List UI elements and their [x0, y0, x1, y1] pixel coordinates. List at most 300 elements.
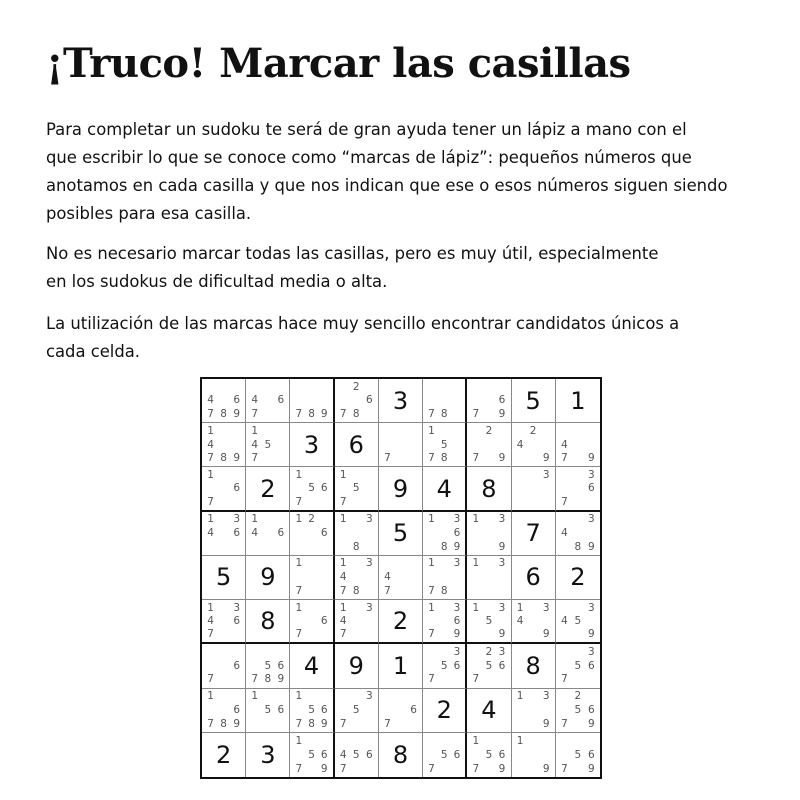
sudoku-cell[interactable]: [379, 379, 423, 423]
pencil-mark: 1: [207, 601, 214, 614]
sudoku-cell[interactable]: [290, 556, 334, 600]
pencil-mark: [482, 628, 495, 641]
pencil-mark: 7: [561, 673, 568, 686]
pencil-mark: [451, 571, 464, 585]
pencil-mark: 6: [498, 748, 506, 761]
pencil-mark: [350, 394, 363, 408]
cell-value: 9: [348, 651, 364, 680]
sudoku-cell[interactable]: [556, 423, 600, 467]
pencil-marks: [204, 380, 243, 421]
sudoku-cell[interactable]: [246, 379, 290, 423]
pencil-mark: 7: [295, 584, 303, 597]
pencil-mark: [558, 748, 571, 762]
sudoku-cell[interactable]: [467, 689, 511, 733]
pencil-mark: [248, 540, 261, 554]
sudoku-cell[interactable]: [379, 467, 423, 511]
pencil-mark: [248, 717, 261, 731]
sudoku-cell[interactable]: [246, 423, 290, 467]
pencil-mark: 7: [295, 717, 303, 730]
pencil-mark: [482, 526, 495, 540]
cell-value: 6: [525, 563, 541, 592]
pencil-mark: 7: [561, 717, 568, 730]
pencil-mark: [469, 394, 482, 408]
pencil-mark: [558, 659, 571, 673]
pencil-mark: [350, 762, 363, 776]
pencil-mark: [558, 601, 571, 614]
pencil-mark: [305, 734, 318, 748]
sudoku-cell[interactable]: [556, 644, 600, 688]
pencil-mark: 3: [365, 601, 373, 614]
pencil-mark: 9: [542, 452, 550, 465]
pencil-mark: 5: [485, 659, 493, 672]
pencil-mark: [318, 394, 331, 408]
pencil-mark: 9: [453, 628, 461, 641]
pencil-marks: [425, 557, 463, 598]
pencil-mark: 6: [233, 659, 241, 672]
sudoku-cell[interactable]: [512, 423, 556, 467]
cell-value: 2: [570, 563, 586, 592]
pencil-mark: 2: [529, 424, 537, 437]
pencil-mark: [514, 495, 527, 508]
pencil-mark: [540, 748, 553, 762]
pencil-mark: [261, 513, 274, 527]
sudoku-cell[interactable]: [379, 644, 423, 688]
pencil-mark: [350, 526, 363, 540]
pencil-mark: [318, 495, 331, 508]
pencil-mark: [381, 424, 394, 438]
pencil-mark: 6: [587, 703, 595, 716]
pencil-mark: 7: [295, 408, 303, 421]
pencil-mark: [230, 495, 243, 508]
pencil-mark: [217, 673, 230, 687]
pencil-mark: 2: [574, 690, 582, 703]
pencil-mark: [305, 557, 318, 571]
sudoku-cell[interactable]: [423, 644, 467, 688]
pencil-mark: 5: [574, 659, 582, 672]
sudoku-cell[interactable]: [246, 600, 290, 644]
sudoku-cell[interactable]: [512, 644, 556, 688]
sudoku-cell[interactable]: [556, 556, 600, 600]
pencil-mark: [469, 438, 482, 452]
pencil-mark: 3: [587, 468, 595, 481]
sudoku-cell[interactable]: [290, 423, 334, 467]
pencil-mark: [514, 628, 527, 641]
pencil-mark: [425, 540, 438, 554]
pencil-mark: 3: [542, 601, 550, 614]
pencil-mark: [363, 615, 376, 628]
pencil-mark: [217, 513, 230, 527]
sudoku-cell[interactable]: [335, 644, 379, 688]
sudoku-cell[interactable]: [467, 600, 511, 644]
sudoku-cell[interactable]: [512, 512, 556, 556]
sudoku-cell[interactable]: [556, 689, 600, 733]
cell-value: 9: [260, 563, 276, 592]
pencil-mark: 1: [251, 690, 259, 703]
pencil-mark: [337, 394, 350, 408]
pencil-mark: [394, 717, 407, 731]
cell-value: 6: [348, 430, 364, 459]
pencil-mark: 9: [498, 452, 506, 465]
pencil-mark: 1: [472, 601, 480, 614]
pencil-mark: [305, 394, 318, 408]
cell-value: 7: [525, 519, 541, 548]
cell-value: 5: [392, 519, 409, 548]
pencil-mark: 5: [308, 703, 315, 716]
pencil-mark: [514, 717, 527, 731]
sudoku-cell[interactable]: [512, 556, 556, 600]
pencil-mark: [292, 615, 305, 628]
pencil-mark: 4: [384, 571, 391, 584]
sudoku-cell[interactable]: [335, 512, 379, 556]
pencil-mark: [292, 482, 305, 495]
sudoku-cell[interactable]: [467, 467, 511, 511]
pencil-mark: [217, 394, 230, 408]
sudoku-cell[interactable]: [335, 556, 379, 600]
sudoku-cell[interactable]: [512, 733, 556, 777]
sudoku-cell[interactable]: [202, 512, 246, 556]
pencil-mark: 1: [428, 601, 435, 614]
pencil-mark: [482, 601, 495, 614]
pencil-mark: 3: [498, 645, 506, 658]
sudoku-cell[interactable]: [423, 512, 467, 556]
sudoku-cell[interactable]: [335, 600, 379, 644]
pencil-mark: [350, 571, 363, 585]
pencil-mark: [350, 513, 363, 527]
pencil-mark: [514, 762, 527, 776]
pencil-mark: 9: [542, 628, 550, 641]
pencil-mark: [407, 557, 420, 571]
sudoku-cell[interactable]: [423, 423, 467, 467]
cell-value: 1: [392, 651, 409, 680]
pencil-mark: [318, 380, 331, 394]
cell-value: 8: [392, 740, 409, 769]
sudoku-cell[interactable]: [246, 512, 290, 556]
sudoku-cell[interactable]: [246, 644, 290, 688]
pencil-mark: [350, 557, 363, 571]
pencil-marks: [337, 513, 376, 554]
pencil-mark: 7: [207, 628, 214, 641]
sudoku-cell[interactable]: [423, 467, 467, 511]
pencil-mark: 1: [516, 601, 524, 614]
pencil-marks: [292, 468, 330, 508]
pencil-marks: [469, 734, 508, 776]
pencil-mark: [571, 424, 584, 438]
pencil-mark: 6: [365, 394, 373, 407]
pencil-mark: [425, 645, 438, 659]
pencil-mark: 5: [352, 703, 360, 716]
pencil-mark: 3: [587, 513, 595, 526]
sudoku-cell[interactable]: [379, 733, 423, 777]
pencil-mark: [514, 468, 527, 481]
sudoku-cell[interactable]: [202, 644, 246, 688]
sudoku-cell[interactable]: [335, 467, 379, 511]
sudoku-cell[interactable]: [467, 556, 511, 600]
pencil-mark: [585, 734, 598, 748]
sudoku-cell[interactable]: [246, 689, 290, 733]
pencil-mark: 1: [516, 690, 524, 703]
pencil-mark: [261, 407, 274, 421]
pencil-mark: 4: [251, 527, 259, 539]
sudoku-cell[interactable]: [512, 600, 556, 644]
pencil-mark: [305, 762, 318, 776]
pencil-mark: [425, 748, 438, 762]
pencil-mark: [438, 424, 451, 438]
sudoku-cell[interactable]: [202, 733, 246, 777]
pencil-mark: [585, 495, 598, 508]
sudoku-cell[interactable]: [290, 644, 334, 688]
pencil-mark: [495, 526, 508, 540]
pencil-mark: [540, 482, 553, 495]
pencil-marks: [248, 380, 287, 421]
cell-value: 4: [481, 696, 497, 725]
pencil-mark: [217, 526, 230, 540]
sudoku-cell[interactable]: [423, 556, 467, 600]
pencil-mark: [292, 526, 305, 540]
pencil-mark: [305, 495, 318, 508]
pencil-marks: [469, 557, 508, 598]
cell-value: 5: [525, 386, 541, 415]
pencil-mark: 3: [542, 690, 550, 703]
sudoku-cell[interactable]: [335, 689, 379, 733]
pencil-mark: [558, 703, 571, 717]
pencil-mark: [350, 615, 363, 628]
pencil-mark: 3: [587, 601, 595, 614]
pencil-mark: 5: [440, 659, 448, 672]
sudoku-cell[interactable]: [423, 600, 467, 644]
pencil-mark: [217, 601, 230, 614]
pencil-mark: [527, 734, 540, 748]
pencil-mark: [217, 615, 230, 628]
sudoku-cell[interactable]: [202, 689, 246, 733]
sudoku-cell[interactable]: [556, 512, 600, 556]
pencil-marks: [292, 601, 330, 641]
pencil-mark: [363, 482, 376, 495]
pencil-mark: [261, 645, 274, 659]
sudoku-cell[interactable]: [467, 644, 511, 688]
sudoku-cell[interactable]: [290, 689, 334, 733]
pencil-mark: [261, 424, 274, 438]
pencil-mark: 1: [339, 557, 347, 570]
pencil-mark: [571, 717, 584, 731]
pencil-marks: [204, 645, 243, 686]
pencil-mark: [261, 690, 274, 704]
sudoku-cell[interactable]: [335, 733, 379, 777]
pencil-mark: 4: [207, 614, 214, 627]
pencil-mark: [558, 645, 571, 659]
pencil-mark: [438, 734, 451, 748]
pencil-mark: 6: [277, 659, 285, 672]
pencil-mark: 6: [320, 482, 328, 495]
pencil-mark: [305, 540, 318, 554]
sudoku-cell[interactable]: [512, 379, 556, 423]
pencil-mark: [495, 584, 508, 598]
pencil-mark: 7: [428, 452, 435, 465]
cell-value: 3: [303, 430, 320, 459]
pencil-mark: 3: [498, 601, 506, 614]
sudoku-cell[interactable]: [246, 733, 290, 777]
sudoku-cell[interactable]: [202, 467, 246, 511]
sudoku-cell[interactable]: [467, 379, 511, 423]
pencil-mark: [571, 762, 584, 776]
paragraph-line: en los sudokus de dificultad media o alta.: [46, 272, 388, 291]
pencil-mark: [363, 407, 376, 421]
pencil-mark: [514, 424, 527, 438]
sudoku-cell[interactable]: [202, 556, 246, 600]
pencil-mark: 7: [207, 673, 214, 686]
pencil-mark: [305, 690, 318, 704]
pencil-mark: [527, 748, 540, 762]
pencil-mark: [217, 482, 230, 495]
pencil-mark: [274, 645, 287, 659]
pencil-mark: 1: [207, 690, 214, 703]
pencil-mark: [204, 645, 217, 659]
pencil-mark: [469, 615, 482, 628]
pencil-mark: [425, 394, 438, 408]
pencil-mark: 4: [561, 527, 568, 539]
sudoku-cell[interactable]: [512, 467, 556, 511]
pencil-marks: [514, 601, 553, 641]
pencil-mark: [482, 571, 495, 585]
pencil-mark: 8: [264, 673, 272, 686]
pencil-mark: [540, 424, 553, 438]
cell-value: 4: [436, 474, 452, 503]
sudoku-cell[interactable]: [467, 733, 511, 777]
pencil-mark: [318, 540, 331, 554]
pencil-mark: [571, 645, 584, 659]
pencil-mark: 7: [561, 495, 568, 508]
pencil-mark: 6: [277, 703, 285, 716]
sudoku-cell[interactable]: [290, 600, 334, 644]
pencil-mark: 7: [428, 408, 435, 421]
pencil-mark: [495, 734, 508, 748]
pencil-mark: 1: [339, 513, 347, 526]
pencil-mark: [451, 762, 464, 776]
sudoku-cell[interactable]: [467, 423, 511, 467]
pencil-mark: [585, 438, 598, 452]
sudoku-cell[interactable]: [290, 512, 334, 556]
pencil-marks: [558, 468, 598, 508]
pencil-mark: 1: [472, 513, 480, 526]
pencil-mark: [261, 540, 274, 554]
cell-value: 5: [215, 563, 232, 592]
sudoku-cell[interactable]: [335, 379, 379, 423]
pencil-mark: [394, 571, 407, 585]
pencil-mark: [571, 628, 584, 641]
pencil-mark: 8: [220, 452, 227, 465]
sudoku-cell[interactable]: [290, 379, 334, 423]
pencil-mark: [230, 540, 243, 554]
pencil-mark: [438, 571, 451, 585]
pencil-mark: 7: [295, 762, 303, 775]
pencil-mark: [274, 513, 287, 527]
sudoku-cell[interactable]: [290, 467, 334, 511]
sudoku-cell[interactable]: [512, 689, 556, 733]
sudoku-cell[interactable]: [556, 379, 600, 423]
pencil-mark: 5: [440, 748, 448, 761]
pencil-mark: [204, 380, 217, 394]
pencil-mark: [230, 628, 243, 641]
pencil-mark: 9: [453, 540, 461, 553]
sudoku-cell[interactable]: [335, 423, 379, 467]
pencil-mark: 5: [264, 659, 272, 672]
pencil-mark: 8: [574, 540, 582, 553]
pencil-mark: 7: [339, 495, 347, 508]
sudoku-cell[interactable]: [423, 689, 467, 733]
cell-value: 9: [392, 474, 409, 503]
pencil-mark: [248, 703, 261, 717]
sudoku-cell[interactable]: [556, 733, 600, 777]
pencil-marks: [337, 734, 376, 776]
pencil-mark: [451, 584, 464, 598]
pencil-mark: 4: [516, 614, 524, 627]
pencil-mark: [495, 571, 508, 585]
sudoku-cell[interactable]: [246, 556, 290, 600]
pencil-mark: [217, 540, 230, 554]
pencil-mark: 8: [308, 717, 315, 730]
pencil-mark: [495, 380, 508, 394]
pencil-marks: [292, 513, 330, 554]
pencil-mark: 1: [472, 734, 480, 747]
sudoku-cell[interactable]: [202, 379, 246, 423]
sudoku-cell[interactable]: [423, 733, 467, 777]
sudoku-cell[interactable]: [202, 423, 246, 467]
pencil-mark: 9: [320, 762, 328, 775]
pencil-marks: [558, 645, 598, 686]
sudoku-cell[interactable]: [202, 600, 246, 644]
pencil-mark: 5: [574, 703, 582, 716]
pencil-mark: 2: [308, 513, 315, 526]
pencil-mark: [261, 717, 274, 731]
pencil-mark: [558, 628, 571, 641]
pencil-mark: 4: [207, 527, 214, 539]
pencil-marks: [425, 380, 463, 421]
pencil-mark: [350, 734, 363, 748]
pencil-marks: [248, 424, 287, 465]
sudoku-cell[interactable]: [379, 689, 423, 733]
pencil-mark: 1: [516, 734, 524, 747]
sudoku-cell[interactable]: [423, 379, 467, 423]
cell-value: 2: [392, 607, 409, 636]
sudoku-cell[interactable]: [290, 733, 334, 777]
pencil-mark: [514, 482, 527, 495]
sudoku-cell[interactable]: [467, 512, 511, 556]
pencil-mark: [469, 526, 482, 540]
sudoku-cell[interactable]: [556, 600, 600, 644]
sudoku-cell[interactable]: [379, 512, 423, 556]
pencil-marks: [337, 380, 376, 421]
pencil-mark: 9: [587, 540, 595, 553]
sudoku-cell[interactable]: [379, 423, 423, 467]
pencil-marks: [248, 513, 287, 554]
sudoku-cell[interactable]: [379, 556, 423, 600]
cell-value: 1: [570, 386, 586, 415]
pencil-mark: [305, 571, 318, 585]
sudoku-cell[interactable]: [379, 600, 423, 644]
pencil-mark: [350, 690, 363, 704]
sudoku-cell[interactable]: [246, 467, 290, 511]
pencil-mark: [540, 495, 553, 508]
pencil-mark: 4: [207, 394, 214, 407]
pencil-mark: 5: [352, 748, 360, 761]
pencil-mark: [274, 540, 287, 554]
pencil-marks: [204, 424, 243, 465]
sudoku-cell[interactable]: [556, 467, 600, 511]
pencil-mark: [438, 673, 451, 687]
pencil-mark: 4: [561, 438, 568, 451]
pencil-mark: [248, 659, 261, 673]
pencil-mark: [337, 703, 350, 717]
pencil-mark: 6: [453, 527, 461, 539]
